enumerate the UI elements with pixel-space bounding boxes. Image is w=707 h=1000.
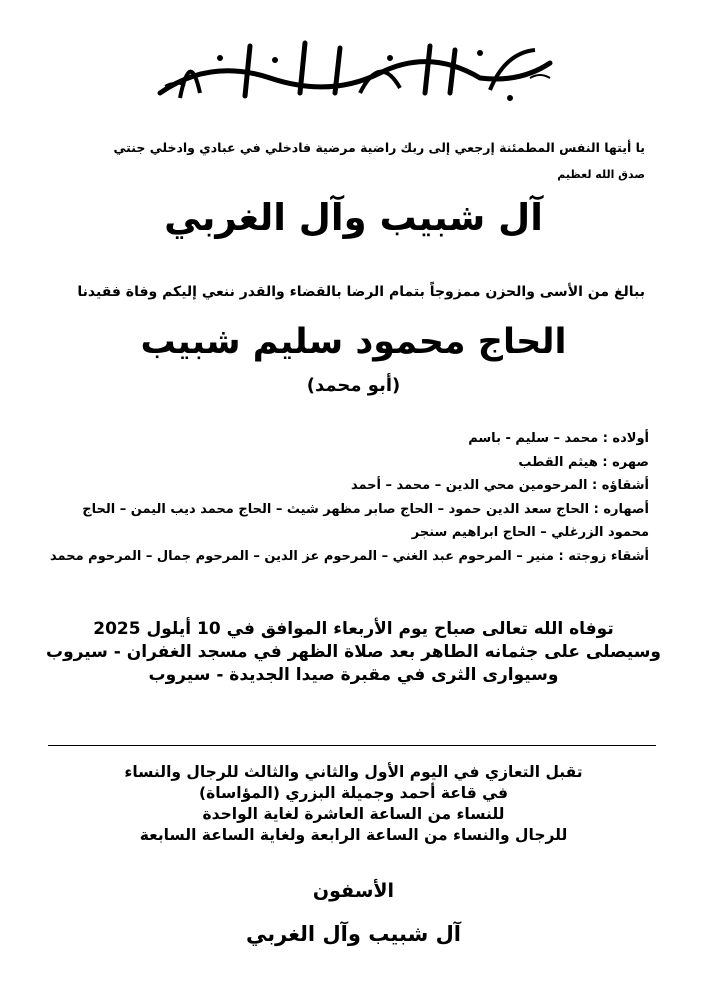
condolences-line: تقبل التعازي في اليوم الأول والثاني والثالث للرجال والنساء <box>124 763 583 781</box>
verse-closing: صدق الله لعظيم <box>557 168 645 181</box>
mourners-name: آل شبيب وآل الغربي <box>246 922 461 946</box>
intro-text: ببالغ من الأسى والحزن ممزوجاً بتمام الرضا بالقضاء والقدر ننعي إليكم وفاة فقيدنا <box>77 284 645 300</box>
relatives-children: أولاده : محمد – سليم - باسم <box>468 431 649 446</box>
relatives-list <box>39 427 649 568</box>
announcement-line: وسيوارى الثرى في مقبرة صيدا الجديدة - سيروب <box>148 665 559 685</box>
quran-verse: يا أيتها النفس المطمئنة إرجعي إلى ربك راضية مرضية فادخلي في عبادي وادخلي جنتي <box>113 140 645 155</box>
deceased-name: الحاج محمود سليم شبيب <box>140 322 567 362</box>
relatives-brothers: أشقاؤه : المرحومين محي الدين – محمد – أحمد <box>350 478 649 493</box>
announcement-line: توفاه الله تعالى صباح يوم الأربعاء الموافق في 10 أيلول 2025 <box>93 619 614 639</box>
family-title: آل شبيب وآل الغربي <box>164 196 543 239</box>
calligraphy-logo <box>150 38 560 108</box>
announcement-line: وسيصلى على جثمانه الطاهر بعد صلاة الظهر في مسجد الغفران - سيروب <box>45 642 661 662</box>
condolences-info <box>0 762 707 846</box>
relatives-son-in-law: صهره : هيثم القطب <box>518 454 649 470</box>
funeral-announcement <box>0 618 707 687</box>
condolences-line: في قاعة أحمد وجميلة البزري (المؤاساة) <box>198 784 509 802</box>
section-divider <box>48 745 656 746</box>
relatives-in-laws: أصهاره : الحاج سعد الدين حمود – الحاج صابر مظهر شيث – الحاج محمد ديب اليمن – الحاج محمود الزرغلي – الحاج ابراهيم سنجر <box>82 501 649 540</box>
condolences-line: للنساء من الساعة العاشرة لغاية الواحدة <box>202 805 505 823</box>
mourners-label: الأسفون <box>312 880 395 902</box>
condolences-line: للرجال والنساء من الساعة الرابعة ولغاية الساعة السابعة <box>139 826 568 844</box>
deceased-nickname: (أبو محمد) <box>306 375 401 396</box>
relatives-wife-siblings: أشقاء زوجته : منير – المرحوم عبد الغني – المرحوم عز الدين – المرحوم جمال – المرحوم محمد <box>50 548 649 564</box>
